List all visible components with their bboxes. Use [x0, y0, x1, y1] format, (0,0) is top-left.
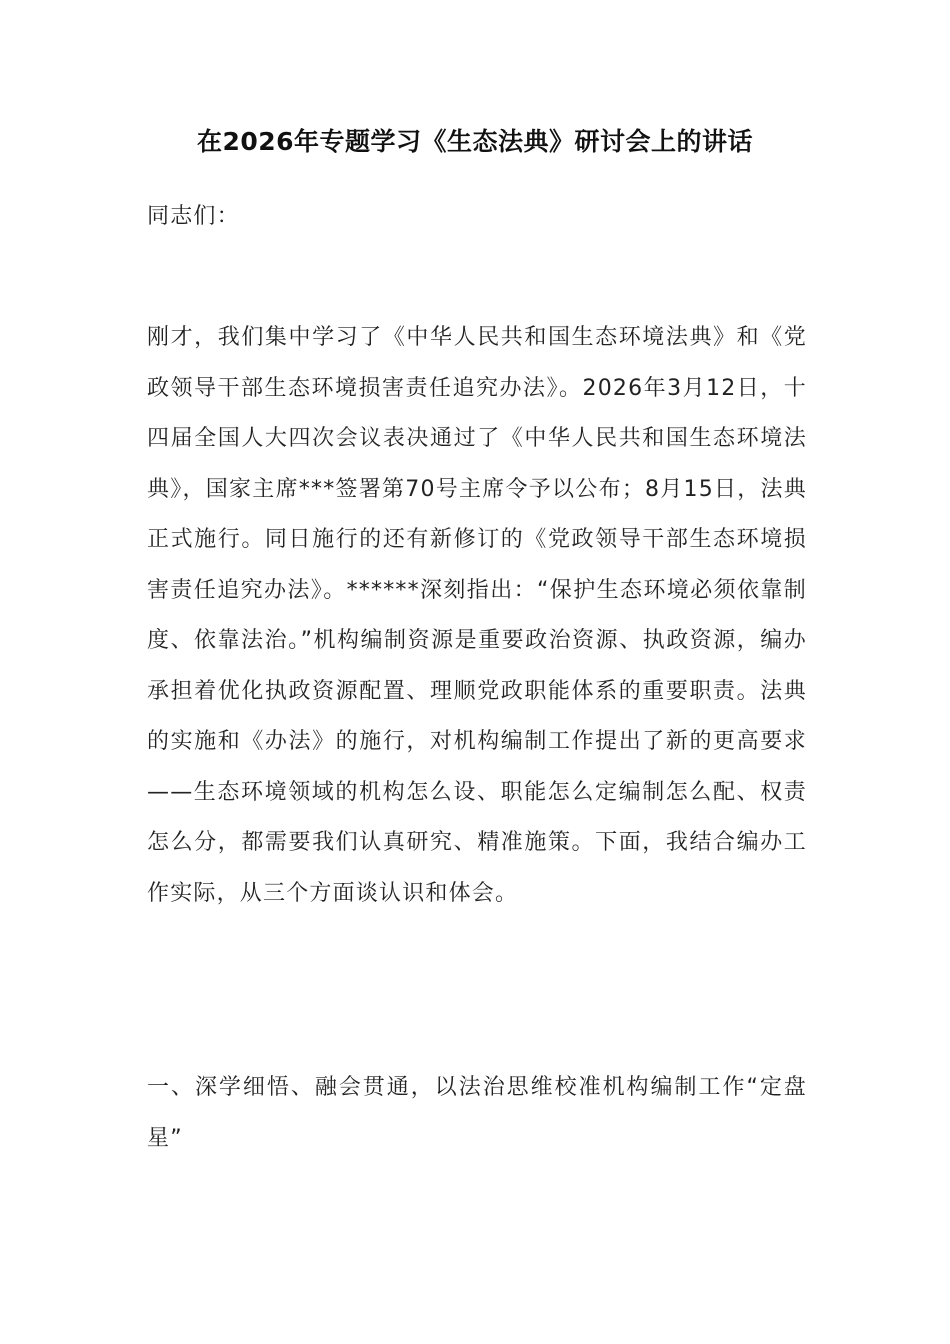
salutation: 同志们：	[147, 204, 240, 229]
section-heading: 一、深学细悟、融会贯通，以法治思维校准机构编制工作“定盘星”	[147, 1075, 807, 1151]
body-paragraph: 刚才，我们集中学习了《中华人民共和国生态环境法典》和《党政领导干部生态环境损害责任追究办法》。2026年3月12日，十四届全国人大四次会议表决通过了《中华人民共和国生态环境法典》，国家主席***签署第70号主席令予以公布；8月15日，法典正式施行。同日施行的还有新修订的《党政领导干部生态环境损害责任追究办法》。******深刻指出：“保护生态环境必须依靠制度、依靠法治。”机构编制资源是重要政治资源、执政资源，编办承担着优化执政资源配置、理顺党政职能体系的重要职责。法典的实施和《办法》的施行，对机构编制工作提出了新的更高要求——生态环境领域的机构怎么设、职能怎么定编制怎么配、权责怎么分，都需要我们认真研究、精准施策。下面，我结合编办工作实际，从三个方面谈认识和体会。	[147, 325, 807, 906]
document-title: 在2026年专题学习《生态法典》研讨会上的讲话	[196, 127, 754, 156]
